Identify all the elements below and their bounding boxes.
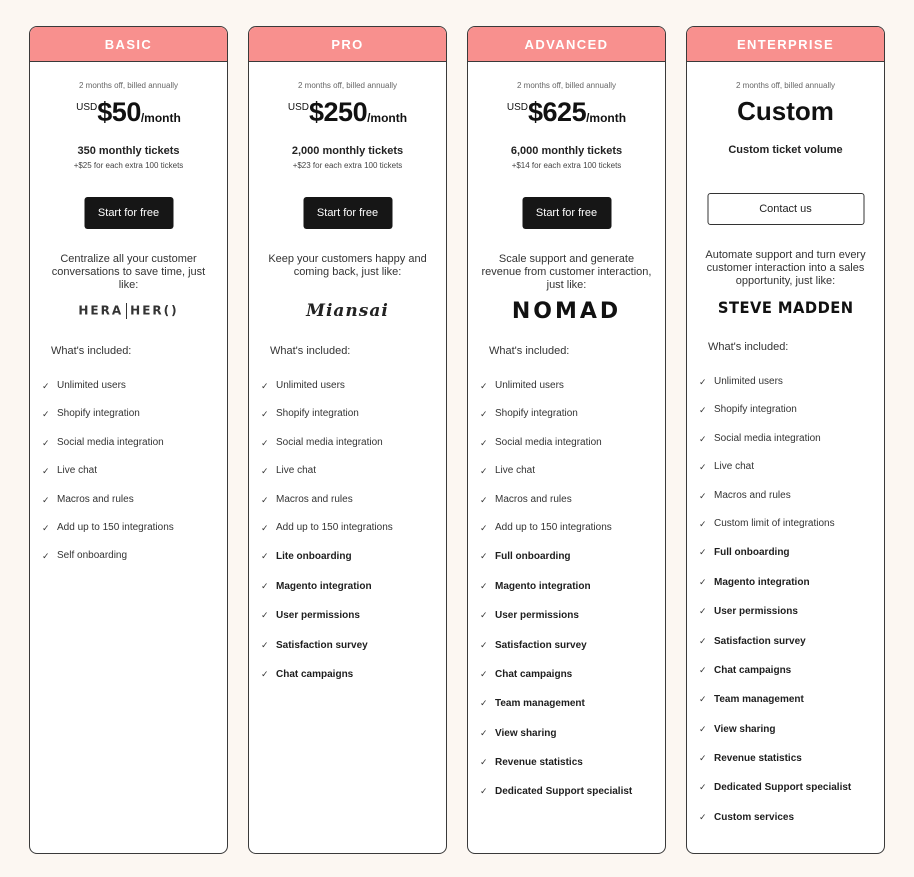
price-currency: USD <box>506 102 529 113</box>
feature-label: Self onboarding <box>57 550 128 562</box>
feature-item <box>699 396 878 424</box>
check-icon: ✓ <box>699 782 707 793</box>
included-label: What's included: <box>708 341 789 353</box>
feature-list <box>699 368 878 832</box>
included-label: What's included: <box>51 345 132 357</box>
feature-item <box>261 631 440 660</box>
plan-price: Custom <box>737 96 834 126</box>
check-icon: ✓ <box>699 405 707 416</box>
feature-item <box>261 429 440 457</box>
extra-ticket-price: +$14 for each extra 100 tickets <box>511 161 622 170</box>
feature-label: Social media integration <box>276 436 383 448</box>
feature-label: Unlimited users <box>714 376 783 387</box>
feature-item <box>261 660 440 689</box>
feature-label: Social media integration <box>495 436 602 448</box>
price-amount: $50 <box>97 97 141 127</box>
feature-label: Add up to 150 integrations <box>276 521 393 533</box>
feature-label: Macros and rules <box>276 493 353 505</box>
plan-price <box>468 97 665 127</box>
plan-name: BASIC <box>30 27 227 62</box>
check-icon: ✓ <box>42 409 50 420</box>
feature-label: Shopify integration <box>495 408 578 420</box>
feature-label: Custom services <box>714 811 795 823</box>
check-icon: ✓ <box>699 433 707 444</box>
plan-card-enterprise <box>686 26 885 854</box>
start-for-free-button[interactable]: Start for free <box>303 197 392 229</box>
check-icon: ✓ <box>261 437 269 448</box>
feature-list <box>261 372 440 689</box>
feature-label: Unlimited users <box>57 380 126 391</box>
check-icon: ✓ <box>480 727 488 738</box>
feature-item <box>42 372 221 400</box>
included-label: What's included: <box>270 345 351 357</box>
feature-item <box>699 482 878 510</box>
feature-item <box>480 429 659 457</box>
check-icon: ✓ <box>699 606 707 617</box>
start-for-free-button[interactable]: Start for free <box>84 197 173 229</box>
feature-item <box>480 486 659 514</box>
billing-note: 2 months off, billed annually <box>297 81 398 90</box>
check-icon: ✓ <box>480 551 488 562</box>
price-currency: USD <box>287 102 310 113</box>
feature-item <box>480 457 659 485</box>
feature-list <box>42 372 221 571</box>
feature-label: Full onboarding <box>495 551 571 563</box>
price-amount: $250 <box>309 97 368 127</box>
check-icon: ✓ <box>480 381 488 391</box>
check-icon: ✓ <box>42 522 50 533</box>
check-icon: ✓ <box>261 409 269 420</box>
plan-tagline: Automate support and turn every customer interaction into a sales opportunity, just like: <box>705 249 866 287</box>
feature-item <box>42 429 221 457</box>
feature-item <box>480 631 659 660</box>
check-icon: ✓ <box>261 381 269 391</box>
feature-item <box>480 601 659 630</box>
check-icon: ✓ <box>480 698 488 709</box>
plan-tagline: Keep your customers happy and coming back, just like: <box>268 253 427 278</box>
check-icon: ✓ <box>480 580 488 591</box>
feature-item <box>480 514 659 542</box>
customer-logo-miansai <box>249 297 446 325</box>
ticket-volume: 350 monthly tickets <box>77 145 180 157</box>
billing-note: 2 months off, billed annually <box>516 81 617 90</box>
feature-label: Magento integration <box>495 580 591 592</box>
start-for-free-button[interactable]: Start for free <box>522 197 611 229</box>
price-period: /month <box>367 111 408 125</box>
check-icon: ✓ <box>480 466 488 477</box>
check-icon: ✓ <box>42 437 50 448</box>
plan-price <box>30 97 227 127</box>
feature-item <box>699 627 878 656</box>
feature-item <box>42 457 221 485</box>
feature-label: Satisfaction survey <box>714 635 806 647</box>
feature-item <box>261 457 440 485</box>
check-icon: ✓ <box>261 551 269 562</box>
feature-item <box>480 400 659 428</box>
plan-card-basic <box>29 26 228 854</box>
feature-item <box>261 486 440 514</box>
check-icon: ✓ <box>480 437 488 448</box>
feature-item <box>480 777 659 806</box>
feature-label: User permissions <box>495 610 579 622</box>
check-icon: ✓ <box>480 409 488 420</box>
check-icon: ✓ <box>261 668 269 679</box>
feature-item <box>261 601 440 630</box>
plan-name: ENTERPRISE <box>687 27 884 62</box>
feature-label: Shopify integration <box>57 408 140 420</box>
feature-label: Revenue statistics <box>495 757 583 769</box>
check-icon: ✓ <box>699 723 707 734</box>
plan-card-pro <box>248 26 447 854</box>
feature-item <box>699 803 878 832</box>
price-period: /month <box>140 111 181 125</box>
feature-item <box>699 656 878 685</box>
feature-item <box>480 748 659 777</box>
ticket-volume: 2,000 monthly tickets <box>291 145 404 157</box>
check-icon: ✓ <box>42 381 50 391</box>
billing-note: 2 months off, billed annually <box>735 81 836 90</box>
logo-text: STEVE MADDEN <box>717 297 854 317</box>
check-icon: ✓ <box>699 576 707 587</box>
plan-tagline: Scale support and generate revenue from customer interaction, just like: <box>481 253 652 291</box>
feature-label: View sharing <box>495 727 557 739</box>
price-currency: USD <box>76 102 98 113</box>
customer-logo-herahero <box>30 297 227 325</box>
feature-item <box>261 400 440 428</box>
ticket-volume: 6,000 monthly tickets <box>510 145 623 157</box>
feature-label: Satisfaction survey <box>276 639 368 651</box>
check-icon: ✓ <box>480 757 488 768</box>
plan-tagline: Centralize all your customer conversations to save time, just like: <box>51 253 206 291</box>
plan-name: PRO <box>249 27 446 62</box>
check-icon: ✓ <box>480 639 488 650</box>
feature-label: Macros and rules <box>57 493 134 505</box>
feature-label: Chat campaigns <box>495 668 573 680</box>
feature-item <box>261 372 440 400</box>
feature-item <box>261 572 440 601</box>
feature-item <box>261 514 440 542</box>
feature-item <box>699 453 878 481</box>
feature-label: Revenue statistics <box>714 753 802 765</box>
feature-label: User permissions <box>276 610 360 622</box>
plan-price <box>249 97 446 127</box>
feature-item <box>699 773 878 802</box>
check-icon: ✓ <box>699 664 707 675</box>
feature-item <box>699 744 878 773</box>
logo-divider <box>126 303 127 319</box>
logo-text-part: HERA <box>78 303 124 318</box>
check-icon: ✓ <box>699 462 707 473</box>
customer-logo-nomad <box>468 297 665 325</box>
check-icon: ✓ <box>699 377 707 387</box>
feature-label: Chat campaigns <box>276 668 354 680</box>
included-label: What's included: <box>489 345 570 357</box>
check-icon: ✓ <box>261 639 269 650</box>
check-icon: ✓ <box>480 522 488 533</box>
feature-item <box>699 368 878 396</box>
feature-item <box>42 514 221 542</box>
check-icon: ✓ <box>699 635 707 646</box>
feature-item <box>261 542 440 571</box>
billing-note: 2 months off, billed annually <box>78 81 179 90</box>
feature-label: Macros and rules <box>495 493 572 505</box>
check-icon: ✓ <box>699 518 707 529</box>
feature-label: Unlimited users <box>276 380 345 391</box>
logo-text: NOMAD <box>511 298 622 324</box>
feature-label: Shopify integration <box>714 404 797 416</box>
check-icon: ✓ <box>480 610 488 621</box>
check-icon: ✓ <box>699 694 707 705</box>
feature-item <box>699 568 878 597</box>
feature-item <box>480 542 659 571</box>
check-icon: ✓ <box>699 753 707 764</box>
price-period: /month <box>586 111 627 125</box>
feature-item <box>42 400 221 428</box>
feature-label: Full onboarding <box>714 547 790 559</box>
feature-label: Dedicated Support specialist <box>714 782 852 794</box>
feature-item <box>480 719 659 748</box>
check-icon: ✓ <box>42 551 50 562</box>
feature-label: View sharing <box>714 723 776 735</box>
check-icon: ✓ <box>480 668 488 679</box>
feature-label: User permissions <box>714 606 798 618</box>
check-icon: ✓ <box>261 522 269 533</box>
feature-label: Magento integration <box>714 576 810 588</box>
feature-item <box>699 597 878 626</box>
feature-label: Custom limit of integrations <box>714 517 835 529</box>
feature-label: Live chat <box>57 465 98 477</box>
check-icon: ✓ <box>480 786 488 797</box>
feature-item <box>480 572 659 601</box>
feature-label: Magento integration <box>276 580 372 592</box>
check-icon: ✓ <box>480 494 488 505</box>
feature-label: Team management <box>714 694 804 706</box>
logo-text-part: HER() <box>130 303 179 318</box>
check-icon: ✓ <box>261 580 269 591</box>
feature-label: Social media integration <box>57 436 164 448</box>
check-icon: ✓ <box>699 547 707 558</box>
price-amount: $625 <box>528 97 587 127</box>
check-icon: ✓ <box>261 466 269 477</box>
check-icon: ✓ <box>261 494 269 505</box>
feature-label: Chat campaigns <box>714 664 792 676</box>
check-icon: ✓ <box>699 811 707 822</box>
feature-label: Add up to 150 integrations <box>57 521 174 533</box>
check-icon: ✓ <box>42 494 50 505</box>
feature-item <box>42 542 221 570</box>
feature-label: Live chat <box>714 461 755 473</box>
plan-card-advanced <box>467 26 666 854</box>
extra-ticket-price: +$23 for each extra 100 tickets <box>292 161 403 170</box>
logo-text <box>78 303 178 319</box>
feature-label: Unlimited users <box>495 380 564 391</box>
logo-text: Miansai <box>306 301 389 321</box>
feature-label: Shopify integration <box>276 408 359 420</box>
feature-label: Team management <box>495 698 585 710</box>
feature-item <box>480 660 659 689</box>
feature-label: Satisfaction survey <box>495 639 587 651</box>
feature-label: Social media integration <box>714 432 821 444</box>
check-icon: ✓ <box>699 490 707 501</box>
extra-ticket-price: +$25 for each extra 100 tickets <box>73 161 184 170</box>
customer-logo-steve-madden <box>687 293 884 321</box>
check-icon: ✓ <box>42 466 50 477</box>
feature-item <box>699 510 878 538</box>
feature-item <box>699 715 878 744</box>
feature-item <box>699 425 878 453</box>
feature-item <box>42 486 221 514</box>
feature-list <box>480 372 659 807</box>
contact-us-button[interactable]: Contact us <box>707 193 864 225</box>
feature-item <box>699 685 878 714</box>
feature-label: Lite onboarding <box>276 551 352 563</box>
feature-label: Macros and rules <box>714 489 791 501</box>
feature-label: Live chat <box>495 465 536 477</box>
plan-name: ADVANCED <box>468 27 665 62</box>
feature-item <box>699 538 878 567</box>
feature-label: Add up to 150 integrations <box>495 521 612 533</box>
feature-item <box>480 689 659 718</box>
feature-label: Dedicated Support specialist <box>495 786 633 798</box>
feature-item <box>480 372 659 400</box>
feature-label: Live chat <box>276 465 317 477</box>
ticket-volume: Custom ticket volume <box>728 144 843 156</box>
check-icon: ✓ <box>261 610 269 621</box>
